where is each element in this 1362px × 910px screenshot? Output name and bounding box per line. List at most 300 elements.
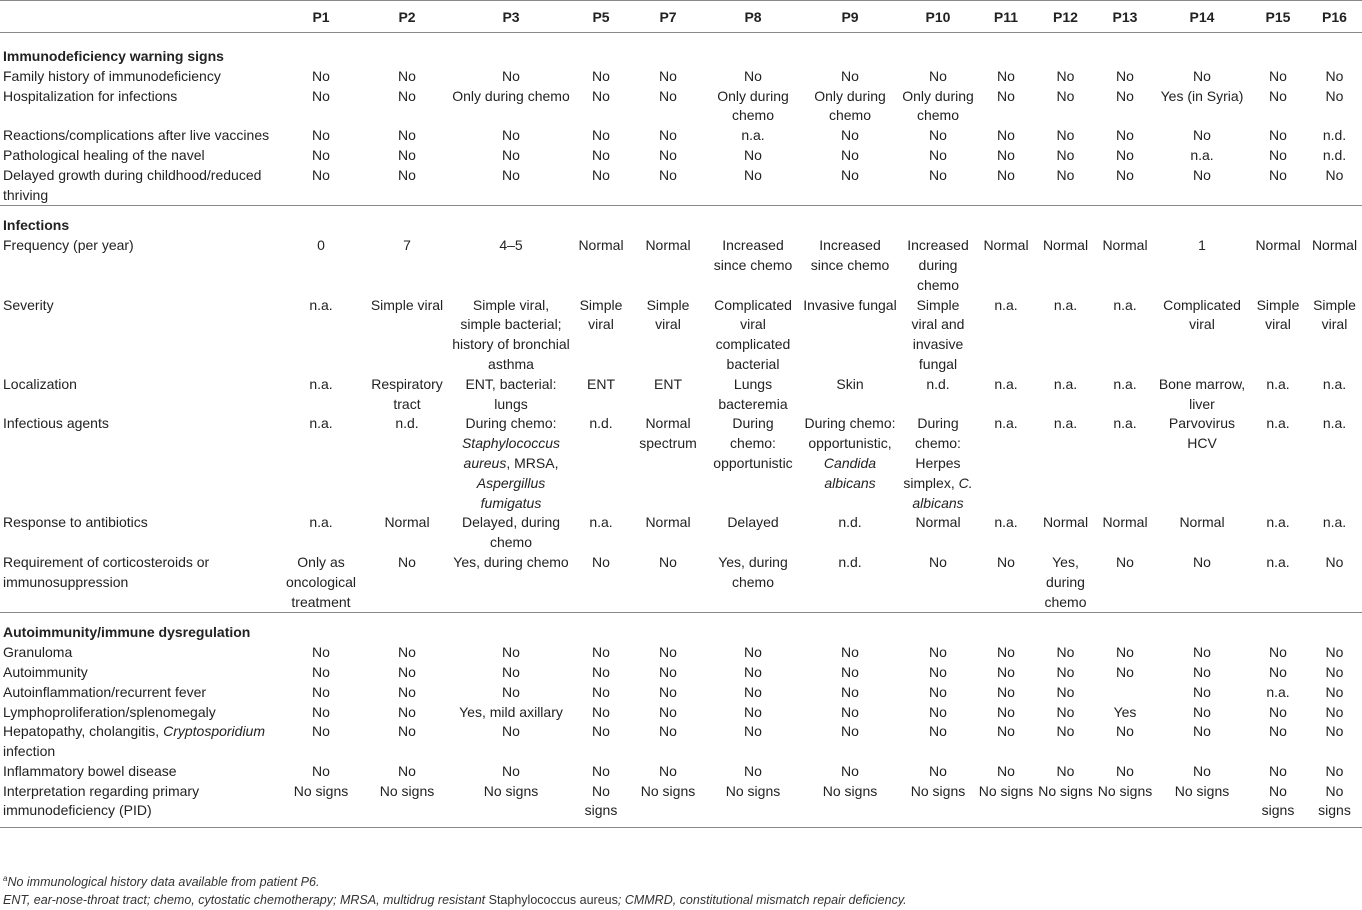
table-cell: No bbox=[929, 553, 947, 570]
table-row bbox=[0, 236, 1362, 295]
table-cell: No bbox=[312, 703, 330, 720]
table-cell: No bbox=[592, 146, 610, 163]
table-cell: No bbox=[1193, 762, 1211, 779]
header-patient-p16: P16 bbox=[1307, 4, 1362, 33]
table-cell: No bbox=[1325, 762, 1344, 779]
row-label: Family history of immunodeficiency bbox=[3, 67, 221, 84]
table-cell: n.a. bbox=[994, 375, 1018, 392]
row-label: Pathological healing of the navel bbox=[3, 146, 205, 163]
table-row bbox=[0, 126, 1362, 146]
table-cell: No bbox=[659, 553, 677, 570]
table-cell: n.a. bbox=[1053, 296, 1078, 313]
table-row bbox=[0, 146, 1362, 166]
table-cell: No bbox=[997, 87, 1015, 104]
table-cell: Normal bbox=[1102, 237, 1148, 254]
table-cell: No bbox=[592, 166, 610, 183]
table-cell: No bbox=[1325, 644, 1344, 661]
table-cell: n.a. bbox=[1190, 146, 1214, 163]
table-row bbox=[0, 722, 1362, 762]
table-cell: No bbox=[592, 87, 610, 104]
table-cell: Simple viral bbox=[370, 296, 444, 313]
table-cell: No bbox=[502, 762, 520, 779]
footnote-a-text: No immunological history data available from patient P6. bbox=[7, 875, 320, 890]
table-cell: Only during chemo bbox=[902, 87, 974, 124]
table-cell: No bbox=[841, 663, 859, 680]
header-patient-p1: P1 bbox=[278, 4, 364, 33]
table-cell: No signs bbox=[1036, 782, 1095, 828]
table-cell: No bbox=[1116, 67, 1134, 84]
header-patient-p14: P14 bbox=[1155, 4, 1249, 33]
header-label-cell bbox=[0, 4, 278, 33]
table-cell: No bbox=[997, 67, 1015, 84]
table-cell: No signs bbox=[900, 782, 976, 828]
table-cell: No bbox=[1056, 683, 1075, 700]
table-cell: Increased since chemo bbox=[810, 237, 890, 273]
row-label: Hepatopathy, cholangitis, Cryptosporidium infection bbox=[3, 723, 266, 760]
table-cell: No bbox=[1116, 87, 1134, 104]
table-cell: No bbox=[1056, 762, 1075, 779]
table-cell: No bbox=[398, 166, 416, 183]
table-cell: n.a. bbox=[994, 415, 1018, 432]
table-cell: Normal bbox=[1179, 514, 1225, 531]
table-cell: No bbox=[744, 67, 762, 84]
table-cell: No bbox=[929, 683, 947, 700]
table-cell: n.d. bbox=[1322, 146, 1347, 163]
header-patient-p8: P8 bbox=[706, 4, 800, 33]
table-cell: No bbox=[502, 67, 520, 84]
table-row bbox=[0, 683, 1362, 703]
table-cell: No bbox=[398, 762, 416, 779]
table-cell: No bbox=[997, 553, 1015, 570]
table-cell: n.a. bbox=[1322, 514, 1347, 531]
table-cell: Normal bbox=[1311, 237, 1358, 254]
table-cell: Simple viral, simple bacterial; history of bronchial asthma bbox=[452, 296, 570, 372]
table-cell: n.a. bbox=[1266, 415, 1290, 432]
table-cell: No bbox=[659, 127, 677, 144]
table-cell: n.d. bbox=[838, 514, 862, 531]
table-cell: No signs bbox=[1095, 782, 1155, 828]
table-row bbox=[0, 414, 1362, 513]
table-row bbox=[0, 643, 1362, 663]
table-cell: No bbox=[592, 703, 610, 720]
table-cell: No bbox=[1269, 166, 1287, 183]
table-cell: Yes (in Syria) bbox=[1160, 87, 1244, 104]
table-cell: No bbox=[744, 762, 762, 779]
table-cell: No bbox=[1325, 67, 1344, 84]
row-label: Delayed growth during childhood/reduced thriving bbox=[3, 166, 262, 203]
table-cell: Delayed, during chemo bbox=[461, 514, 561, 551]
table-cell: No bbox=[841, 127, 859, 144]
table-cell: No bbox=[398, 723, 416, 740]
table-cell: No bbox=[1325, 723, 1344, 740]
row-label: Autoimmunity bbox=[3, 663, 88, 680]
table-cell: No bbox=[1056, 127, 1075, 144]
table-cell: No bbox=[744, 663, 762, 680]
table-cell: No bbox=[841, 644, 859, 661]
header-patient-p2: P2 bbox=[364, 4, 450, 33]
table-row bbox=[0, 375, 1362, 415]
table-cell: No bbox=[744, 723, 762, 740]
table-cell: No bbox=[502, 146, 520, 163]
row-label: Frequency (per year) bbox=[3, 237, 134, 254]
table-cell: No bbox=[502, 166, 520, 183]
row-label: Reactions/complications after live vaccines bbox=[3, 127, 270, 144]
table-cell: Yes, mild axillary bbox=[459, 703, 563, 720]
table-cell: No bbox=[398, 644, 416, 661]
table-body bbox=[0, 33, 1362, 828]
table-cell: No bbox=[997, 703, 1015, 720]
header-patient-p15: P15 bbox=[1249, 4, 1307, 33]
table-cell: No bbox=[1269, 762, 1287, 779]
table-cell: No bbox=[659, 644, 677, 661]
table-cell: No bbox=[1193, 663, 1211, 680]
table-row bbox=[0, 703, 1362, 723]
header-patient-p13: P13 bbox=[1095, 4, 1155, 33]
table-header-row bbox=[0, 4, 1362, 33]
table-cell: Only during chemo bbox=[717, 87, 789, 124]
table-cell: No bbox=[1269, 146, 1287, 163]
table-cell: No bbox=[1056, 644, 1075, 661]
table-cell: n.a. bbox=[1113, 415, 1137, 432]
table-cell: n.d. bbox=[589, 415, 613, 432]
row-label: Response to antibiotics bbox=[3, 514, 148, 531]
table-cell: n.a. bbox=[1266, 375, 1290, 392]
table-cell: No bbox=[997, 146, 1015, 163]
table-cell: During chemo: opportunistic, Candida albicans bbox=[804, 415, 896, 491]
table-cell: No bbox=[398, 127, 416, 144]
table-cell: Skin bbox=[836, 375, 864, 392]
table-cell: No bbox=[1193, 67, 1211, 84]
table-cell: No bbox=[744, 683, 762, 700]
table-cell: n.a. bbox=[1266, 514, 1290, 531]
table-cell: No bbox=[1325, 166, 1344, 183]
header-patient-p11: P11 bbox=[976, 4, 1036, 33]
footnote-a bbox=[3, 874, 319, 889]
table-cell: No bbox=[398, 683, 416, 700]
table-cell: Normal bbox=[645, 514, 691, 531]
table-cell: No bbox=[659, 166, 677, 183]
section-heading-row bbox=[0, 206, 1362, 236]
table-cell: Normal bbox=[578, 237, 624, 254]
table-cell: n.a. bbox=[1322, 415, 1347, 432]
table-cell: No bbox=[841, 723, 859, 740]
table-cell: Simple viral bbox=[1313, 296, 1356, 333]
table-cell: Bone marrow, liver bbox=[1158, 375, 1246, 412]
table-cell: Lungs bacteremia bbox=[718, 375, 788, 412]
table-cell: No bbox=[1325, 553, 1344, 570]
table-cell: No bbox=[1269, 87, 1287, 104]
header-patient-p12: P12 bbox=[1036, 4, 1095, 33]
table-cell: No signs bbox=[1249, 782, 1307, 828]
table-cell: No bbox=[841, 67, 859, 84]
table-cell: No bbox=[592, 553, 610, 570]
table-cell: n.d. bbox=[838, 553, 862, 570]
table-cell: No bbox=[659, 762, 677, 779]
table-cell: n.a. bbox=[994, 514, 1018, 531]
table-row bbox=[0, 67, 1362, 87]
table-row bbox=[0, 782, 1362, 828]
row-label: Lymphoproliferation/splenomegaly bbox=[3, 703, 216, 720]
table-cell: No bbox=[592, 683, 610, 700]
table-cell: No bbox=[502, 644, 520, 661]
table-cell: No bbox=[1116, 644, 1134, 661]
table-cell: No bbox=[1193, 703, 1211, 720]
row-label: Localization bbox=[3, 375, 77, 392]
table-cell: No bbox=[997, 644, 1015, 661]
table-cell: No signs bbox=[278, 782, 364, 828]
table-cell: n.a. bbox=[994, 296, 1018, 313]
table-cell: Complicated viral bbox=[1163, 296, 1241, 333]
table-cell: n.a. bbox=[1113, 375, 1137, 392]
table-cell: No bbox=[997, 683, 1015, 700]
row-label: Infectious agents bbox=[3, 415, 109, 432]
table-cell: No bbox=[1056, 663, 1075, 680]
table-cell: No bbox=[1056, 87, 1075, 104]
table-cell: n.a. bbox=[1053, 415, 1078, 432]
table-cell: n.a. bbox=[309, 375, 333, 392]
header-patient-p7: P7 bbox=[630, 4, 706, 33]
table-cell: No bbox=[997, 723, 1015, 740]
row-label: Severity bbox=[3, 296, 54, 313]
table-cell: No signs bbox=[630, 782, 706, 828]
table-cell: No signs bbox=[572, 782, 630, 828]
row-label: Granuloma bbox=[3, 644, 73, 661]
table-cell: No bbox=[929, 166, 947, 183]
table-cell: No bbox=[502, 723, 520, 740]
table-cell: No bbox=[502, 127, 520, 144]
footnote-abbreviations: ENT, ear-nose-throat tract; chemo, cytostatic chemotherapy; MRSA, multidrug resistant Staphylococcus aureus; CMMRD, constitutional mismatch repair deficiency. bbox=[3, 893, 907, 907]
table-cell: No bbox=[929, 723, 947, 740]
table-cell: No bbox=[1269, 723, 1287, 740]
table-cell: No bbox=[1116, 146, 1134, 163]
table-cell: No bbox=[398, 146, 416, 163]
table-row bbox=[0, 513, 1362, 553]
table-cell: Normal bbox=[645, 237, 691, 254]
table-cell: Increased during chemo bbox=[907, 237, 969, 293]
table-row bbox=[0, 166, 1362, 206]
section-heading-row bbox=[0, 613, 1362, 643]
table-cell: No bbox=[1269, 663, 1287, 680]
table-cell: No bbox=[312, 663, 330, 680]
table-cell: n.a. bbox=[1113, 296, 1137, 313]
table-cell: No bbox=[312, 166, 330, 183]
table-cell: No bbox=[1116, 127, 1134, 144]
row-label: Autoinflammation/recurrent fever bbox=[3, 683, 207, 700]
table-cell: No bbox=[592, 644, 610, 661]
table-cell: n.a. bbox=[1053, 375, 1078, 392]
table-cell: No signs bbox=[1307, 782, 1362, 828]
table-cell: No bbox=[312, 67, 330, 84]
table-cell: Yes, during chemo bbox=[453, 553, 569, 570]
table-cell: No bbox=[1116, 553, 1134, 570]
table-cell: No bbox=[744, 146, 762, 163]
row-label: Inflammatory bowel disease bbox=[3, 762, 177, 779]
section-heading-row bbox=[0, 33, 1362, 67]
table-cell: n.d. bbox=[395, 415, 419, 432]
table-cell: n.a. bbox=[589, 514, 613, 531]
table-cell: No bbox=[1269, 703, 1287, 720]
table-cell: No bbox=[1325, 87, 1344, 104]
table-cell: Normal bbox=[1042, 514, 1089, 531]
table-cell: Normal bbox=[915, 514, 961, 531]
table-cell: No bbox=[312, 146, 330, 163]
table-cell: No bbox=[1325, 703, 1344, 720]
table-cell: No bbox=[841, 683, 859, 700]
table-cell: No bbox=[929, 146, 947, 163]
table-cell: No bbox=[659, 67, 677, 84]
table-cell: No bbox=[1269, 127, 1287, 144]
table-cell: n.a. bbox=[741, 127, 765, 144]
table-cell: No bbox=[1056, 146, 1075, 163]
row-label: Hospitalization for infections bbox=[3, 87, 178, 104]
table-cell: Simple viral bbox=[646, 296, 690, 333]
table-cell: n.a. bbox=[309, 514, 333, 531]
table-cell: No bbox=[398, 67, 416, 84]
table-cell: No bbox=[929, 762, 947, 779]
table-cell: n.d. bbox=[1322, 127, 1347, 144]
table-cell: No bbox=[841, 703, 859, 720]
table-cell: Yes bbox=[1113, 703, 1137, 720]
table-row bbox=[0, 762, 1362, 782]
table-cell: No bbox=[1116, 762, 1134, 779]
table-cell: No bbox=[398, 553, 416, 570]
table-cell: No bbox=[312, 127, 330, 144]
header-patient-p5: P5 bbox=[572, 4, 630, 33]
table-cell: n.a. bbox=[1266, 683, 1290, 700]
table-cell: No bbox=[929, 703, 947, 720]
header-patient-p3: P3 bbox=[450, 4, 572, 33]
table-cell: No bbox=[502, 663, 520, 680]
table-cell: No bbox=[592, 762, 610, 779]
table-cell: No bbox=[659, 683, 677, 700]
table-cell: Only as oncological treatment bbox=[285, 553, 357, 610]
table-cell: Delayed bbox=[727, 514, 779, 531]
table-row bbox=[0, 87, 1362, 127]
table-cell: No bbox=[1269, 644, 1287, 661]
header-patient-p9: P9 bbox=[800, 4, 900, 33]
section-title: Infections bbox=[0, 206, 1362, 236]
table-cell: Normal bbox=[1255, 237, 1301, 254]
table-cell: ENT, bacterial: lungs bbox=[465, 375, 557, 412]
table-cell: No bbox=[997, 166, 1015, 183]
table-cell: No bbox=[1116, 723, 1134, 740]
table-cell: During chemo: opportunistic bbox=[713, 415, 793, 471]
table-cell: Yes, during chemo bbox=[1044, 553, 1087, 610]
table-cell: ENT bbox=[587, 375, 615, 392]
table-row bbox=[0, 663, 1362, 683]
table-cell: No signs bbox=[364, 782, 450, 828]
header-patient-p10: P10 bbox=[900, 4, 976, 33]
table-cell: No bbox=[659, 663, 677, 680]
table-cell: No bbox=[841, 166, 859, 183]
table-cell: Normal bbox=[1102, 514, 1148, 531]
table-cell: Simple viral bbox=[1256, 296, 1300, 333]
table-cell: No bbox=[592, 127, 610, 144]
table-cell: No bbox=[1193, 683, 1211, 700]
table-cell: No bbox=[1269, 67, 1287, 84]
section-title: Autoimmunity/immune dysregulation bbox=[0, 613, 1362, 643]
table-cell: Only during chemo bbox=[814, 87, 886, 124]
table-cell: n.d. bbox=[926, 375, 950, 392]
table-cell: Simple viral and invasive fungal bbox=[911, 296, 965, 372]
table-cell: No bbox=[1056, 166, 1075, 183]
table-cell: No bbox=[398, 87, 416, 104]
table-cell: No signs bbox=[450, 782, 572, 828]
section-title: Immunodeficiency warning signs bbox=[3, 48, 224, 64]
table-cell: Invasive fungal bbox=[803, 296, 897, 313]
table-cell: Respiratory tract bbox=[371, 375, 443, 412]
row-label: Requirement of corticosteroids or immunosuppression bbox=[3, 553, 210, 590]
table-cell: No bbox=[841, 146, 859, 163]
table-cell: No bbox=[1116, 166, 1134, 183]
table-cell: No bbox=[312, 683, 330, 700]
table-cell: No bbox=[744, 166, 762, 183]
table-cell: No signs bbox=[1155, 782, 1249, 828]
table-cell bbox=[1095, 683, 1155, 703]
table-cell: 7 bbox=[403, 237, 411, 254]
table-cell: Normal spectrum bbox=[639, 415, 697, 452]
table-cell: Parvovirus HCV bbox=[1168, 415, 1236, 452]
table-cell: No bbox=[312, 723, 330, 740]
table-cell: No bbox=[1325, 663, 1344, 680]
table-cell: No bbox=[312, 762, 330, 779]
table-cell: No bbox=[929, 127, 947, 144]
table-cell: Normal bbox=[983, 237, 1029, 254]
table-cell: 0 bbox=[317, 237, 325, 254]
table-cell: 1 bbox=[1198, 237, 1206, 254]
table-cell: n.a. bbox=[1322, 375, 1347, 392]
table-cell: No bbox=[312, 644, 330, 661]
table-cell: No bbox=[997, 663, 1015, 680]
table-cell: No bbox=[1056, 703, 1075, 720]
table-row bbox=[0, 296, 1362, 375]
table-cell: No bbox=[659, 703, 677, 720]
table-cell: During chemo: Staphylococcus aureus, MRSA, Aspergillus fumigatus bbox=[461, 415, 561, 511]
table-row bbox=[0, 553, 1362, 613]
table-cell: No bbox=[398, 663, 416, 680]
table-cell: No bbox=[592, 663, 610, 680]
table-cell: Increased since chemo bbox=[713, 237, 793, 273]
table-cell: Yes, during chemo bbox=[718, 553, 788, 590]
table-cell: 4–5 bbox=[499, 237, 523, 254]
table-cell: No signs bbox=[706, 782, 800, 828]
table-cell: No signs bbox=[800, 782, 900, 828]
table-cell: No bbox=[929, 67, 947, 84]
footnote-a-marker: a bbox=[3, 874, 8, 883]
table-cell: No bbox=[929, 663, 947, 680]
table-cell: No bbox=[1193, 553, 1211, 570]
table-cell: n.a. bbox=[309, 296, 333, 313]
table-cell: No bbox=[997, 762, 1015, 779]
table-cell: No bbox=[502, 683, 520, 700]
table-cell: No bbox=[312, 87, 330, 104]
table-cell: n.a. bbox=[1266, 553, 1290, 570]
table-cell: No bbox=[1193, 644, 1211, 661]
table-cell: Normal bbox=[1042, 237, 1089, 254]
table-cell: No bbox=[929, 644, 947, 661]
table-cell: No bbox=[398, 703, 416, 720]
table-cell: ENT bbox=[654, 375, 682, 392]
table-cell: No bbox=[1056, 723, 1075, 740]
table-cell: No bbox=[592, 723, 610, 740]
table-cell: n.a. bbox=[309, 415, 333, 432]
table-cell: No bbox=[1193, 127, 1211, 144]
table-cell: No bbox=[1056, 67, 1075, 84]
table-cell: No bbox=[659, 723, 677, 740]
table-cell: No bbox=[659, 87, 677, 104]
table-cell: Normal bbox=[384, 514, 430, 531]
table-cell: Only during chemo bbox=[452, 87, 570, 104]
